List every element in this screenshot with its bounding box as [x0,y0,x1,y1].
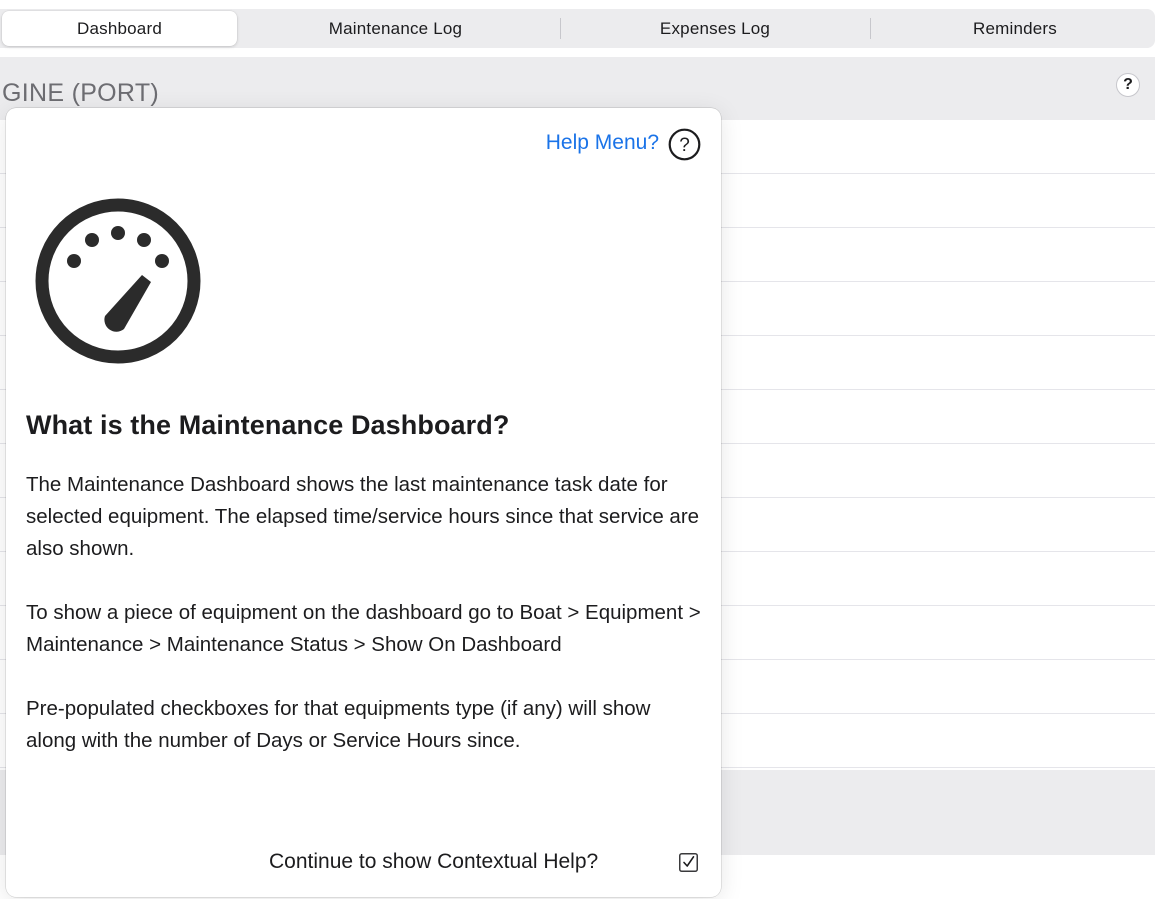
help-circle-icon[interactable] [668,128,701,161]
segmented-tab-bar [0,9,1155,48]
continue-help-label: Continue to show Contextual Help? [269,850,599,873]
help-popover [6,108,721,897]
popover-paragraph: Pre-populated checkboxes for that equipments type (if any) will show along with the number of Days or Service Hours since. [26,697,651,752]
tab-reminders[interactable]: Reminders [973,19,1057,38]
section-title: GINE (PORT) [2,79,160,107]
tab-maintenance-log[interactable]: Maintenance Log [328,19,463,38]
tab-expenses-log[interactable]: Expenses Log [659,19,771,38]
help-menu-link[interactable]: Help Menu? [545,131,659,154]
popover-paragraph: To show a piece of equipment on the dashboard go to Boat > Equipment > Maintenance > Maintenance Status > Show On Dashboard [26,601,701,656]
continue-help-checkbox[interactable] [679,853,698,872]
popover-paragraph: The Maintenance Dashboard shows the last maintenance task date for selected equipment. The elapsed time/service hours since that service are also shown. [26,473,700,560]
svg-text:?: ? [679,135,690,156]
tab-dashboard[interactable]: Dashboard [2,11,237,46]
speedometer-icon [34,197,202,365]
popover-title: What is the Maintenance Dashboard? [26,410,510,440]
section-help-icon[interactable]: ? [1116,73,1140,97]
